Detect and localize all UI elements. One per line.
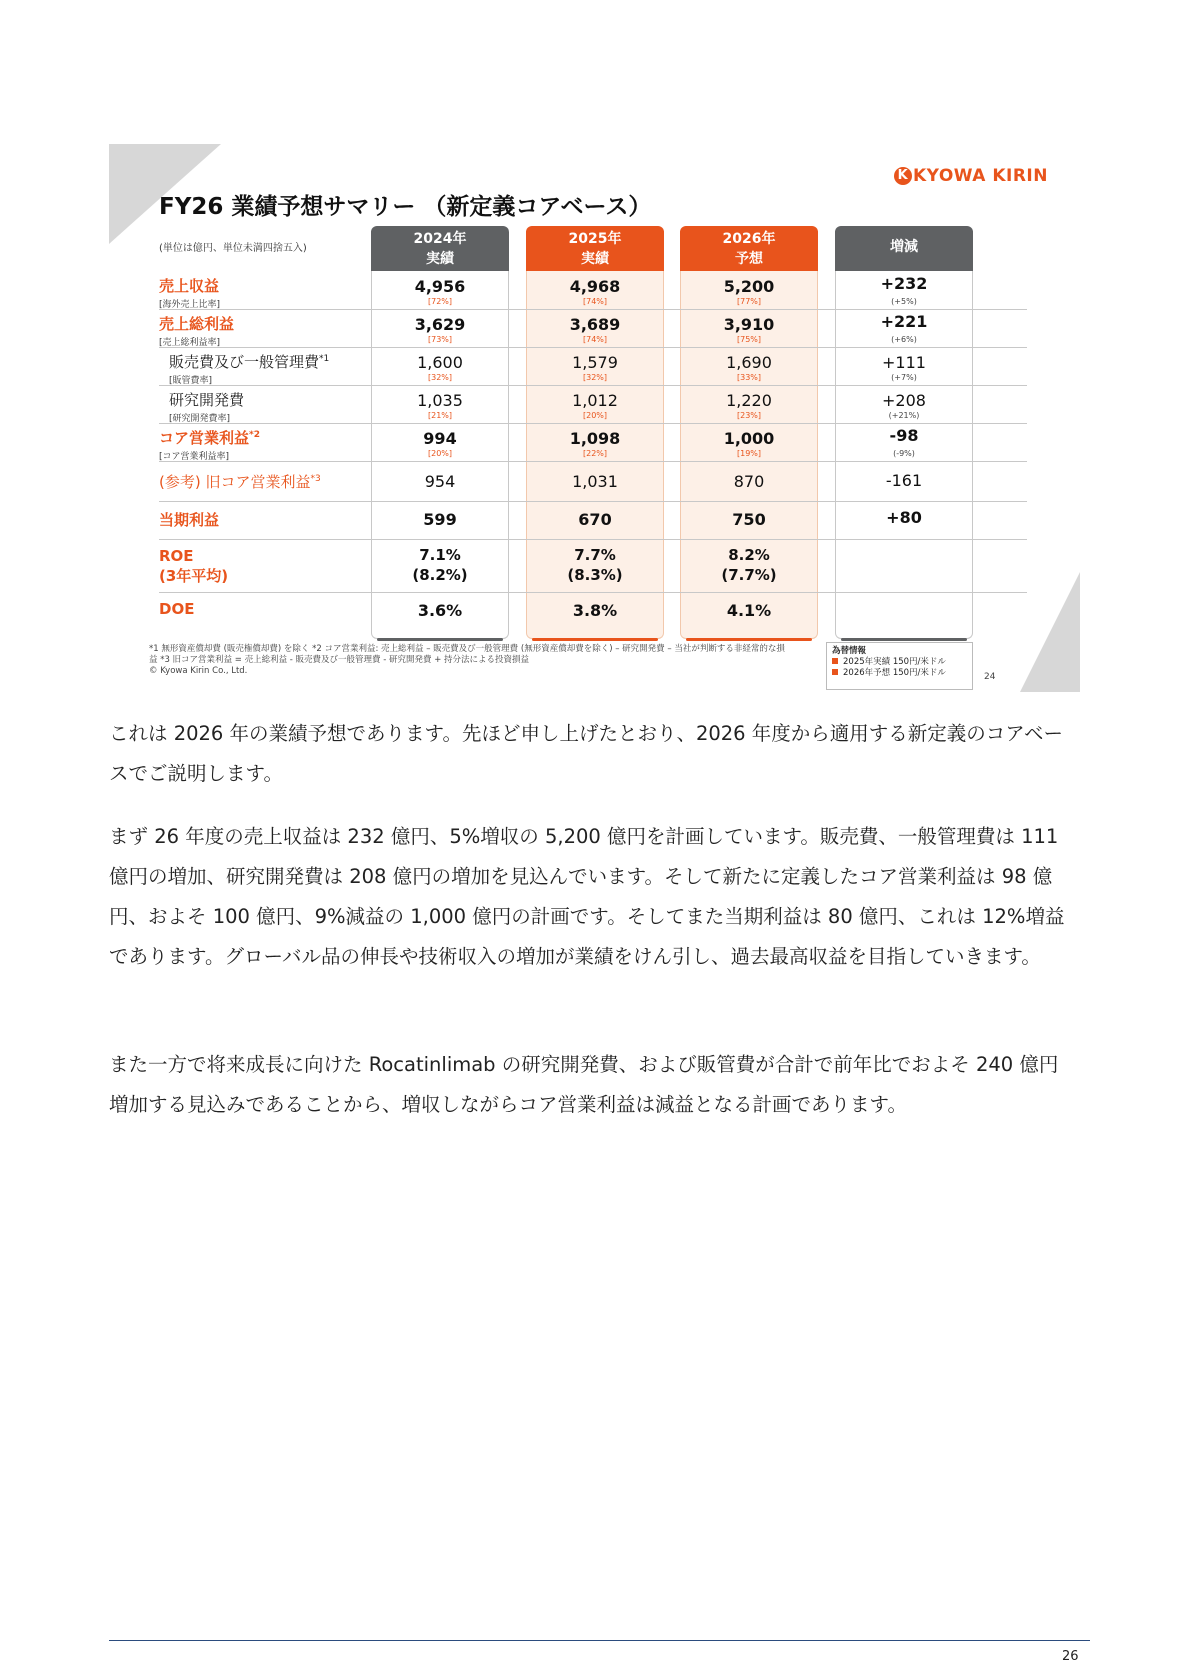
cell — [835, 471, 973, 490]
row-label-text: ROE — [159, 547, 194, 565]
cell — [371, 545, 509, 585]
cell — [835, 312, 973, 344]
footer-divider — [109, 1640, 1090, 1641]
row-label-rnd — [159, 389, 359, 424]
cell-ratio: (+21%) — [888, 411, 920, 420]
unit-note: (単位は億円、単位未満四捨五入) — [159, 243, 307, 254]
cell — [835, 353, 973, 382]
row-label-sub: [海外売上比率] — [159, 300, 221, 310]
cell-value: +221 — [880, 312, 928, 331]
row-label-sub: [販管費率] — [169, 376, 213, 386]
cell-ratio: [20%] — [427, 449, 453, 458]
cell — [835, 426, 973, 458]
row-label-text: (参考) 旧コア営業利益 — [159, 473, 311, 491]
cell-value: 870 — [733, 472, 765, 491]
row-label-text: 販売費及び一般管理費 — [169, 353, 320, 371]
copyright: © Kyowa Kirin Co., Ltd. — [149, 666, 248, 676]
cell-ratio: (-9%) — [893, 449, 915, 458]
cell-avg: (8.2%) — [412, 566, 468, 584]
row-label-text-2: (3年平均) — [159, 567, 229, 585]
row-label-gross-profit — [159, 313, 359, 348]
paragraph-1: これは 2026 年の業績予想であります。先ほど申し上げたとおり、2026 年度から適用する新定義のコアベースでご説明します。 — [109, 722, 1064, 785]
orange-square-icon — [832, 658, 838, 664]
row-label-sub: [コア営業利益率] — [159, 452, 230, 462]
cell — [680, 391, 818, 420]
slide-footnotes — [149, 644, 849, 677]
cell-value: 1,031 — [572, 472, 618, 491]
cell-value: 3.6% — [417, 601, 463, 620]
cell — [680, 277, 818, 306]
fx-text: 2025年実績 150円/米ドル — [843, 657, 946, 667]
cell-value: 3,910 — [723, 315, 775, 334]
cell-value: 994 — [423, 429, 457, 448]
row-divider — [159, 592, 1027, 593]
logo-text: KYOWA KIRIN — [912, 166, 1048, 186]
cell-value: +80 — [886, 508, 922, 527]
row-label-core-op — [159, 427, 359, 462]
cell-value: +111 — [882, 353, 926, 372]
paragraph-3: また一方で将来成長に向けた Rocatinlimab の研究開発費、および販管費が合計で前年比でおよそ 240 億円増加する見込みであることから、増収しながらコア営業利益は減益となる計画であります。 — [109, 1053, 1059, 1116]
row-label-text: 当期利益 — [159, 511, 220, 529]
cell — [680, 510, 818, 529]
row-label-text: 研究開発費 — [169, 391, 245, 409]
footnote-line: 益 *3 旧コア営業利益 = 売上総利益 - 販売費及び一般管理費 - 研究開発費 + 持分法による投資損益 — [149, 655, 530, 665]
cell-value: 7.7% — [574, 546, 616, 564]
slide-title: FY26 業績予想サマリー （新定義コアベース） — [159, 194, 652, 220]
row-label-text: DOE — [159, 600, 195, 618]
fx-row — [832, 657, 967, 668]
row-label-sga — [159, 351, 359, 386]
footnote-ref: *2 — [249, 430, 260, 440]
cell-value: 599 — [423, 510, 457, 529]
cell-value: -98 — [889, 426, 919, 445]
cell-value: 1,098 — [569, 429, 621, 448]
column-bottom-bar — [532, 638, 658, 641]
cell — [371, 315, 509, 344]
cell — [371, 391, 509, 420]
cell-value: 3.8% — [572, 601, 618, 620]
cell-ratio: [77%] — [736, 297, 762, 306]
cell-value: 670 — [578, 510, 612, 529]
cell-ratio: [74%] — [582, 297, 608, 306]
cell-value: 4,968 — [569, 277, 621, 296]
cell — [371, 510, 509, 529]
column-bottom-bar — [841, 638, 967, 641]
cell-value: 750 — [732, 510, 766, 529]
slide-number: 24 — [984, 672, 996, 682]
cell-value: 1,035 — [417, 391, 463, 410]
cell — [680, 429, 818, 458]
cell-avg: (7.7%) — [721, 566, 777, 584]
footnote-line: *1 無形資産償却費 (販売権償却費) を除く *2 コア営業利益: 売上総利益 – 販売費及び一般管理費 (無形資産償却費を除く) – 研究開発費 – 当社が判断する非経常的な損 — [149, 644, 785, 654]
fx-row — [832, 668, 967, 679]
slide-image — [109, 144, 1080, 692]
cell-value: 4,956 — [414, 277, 466, 296]
cell — [371, 429, 509, 458]
corner-decoration-bottom-right — [1020, 572, 1080, 692]
cell — [835, 391, 973, 420]
cell-ratio: [32%] — [582, 373, 608, 382]
cell — [835, 274, 973, 306]
cell-value: -161 — [885, 471, 923, 490]
header-2026 — [680, 226, 818, 271]
cell-ratio: [20%] — [582, 411, 608, 420]
kyowa-kirin-logo — [894, 166, 1048, 186]
row-label-roe — [159, 547, 359, 586]
header-diff-label: 増減 — [890, 239, 918, 255]
header-2025-year: 2025年 — [568, 231, 622, 247]
row-label-text: 売上収益 — [159, 277, 220, 295]
row-label-sub: [研究開発費率] — [169, 414, 231, 424]
cell-ratio: [33%] — [736, 373, 762, 382]
cell-value: 5,200 — [723, 277, 775, 296]
cell-value: 1,000 — [723, 429, 775, 448]
cell-value: +232 — [880, 274, 928, 293]
cell-value: 1,579 — [572, 353, 618, 372]
row-label-revenue — [159, 275, 359, 310]
cell-value: 1,220 — [726, 391, 772, 410]
cell-ratio: [75%] — [736, 335, 762, 344]
row-label-sub: [売上総利益率] — [159, 338, 221, 348]
header-2026-year: 2026年 — [722, 231, 776, 247]
cell — [680, 472, 818, 491]
cell — [526, 391, 664, 420]
footnote-ref: *3 — [310, 474, 321, 484]
cell — [526, 429, 664, 458]
header-2026-type: 予想 — [735, 251, 763, 267]
row-label-text: コア営業利益 — [159, 429, 250, 447]
row-label-doe — [159, 600, 359, 618]
footnote-ref: *1 — [319, 354, 330, 364]
cell-value: 3,689 — [569, 315, 621, 334]
cell-ratio: [72%] — [427, 297, 453, 306]
cell-ratio: (+7%) — [891, 373, 917, 382]
row-label-old-core-op — [159, 471, 359, 492]
header-diff — [835, 226, 973, 271]
cell-ratio: [19%] — [736, 449, 762, 458]
cell — [680, 353, 818, 382]
fx-info-box — [826, 642, 973, 690]
cell — [526, 277, 664, 306]
cell-ratio: [32%] — [427, 373, 453, 382]
cell-value: 954 — [424, 472, 456, 491]
paragraph-2: まず 26 年度の売上収益は 232 億円、5%増収の 5,200 億円を計画しています。販売費、一般管理費は 111 億円の増加、研究開発費は 208 億円の増加を見込んでいます。そして新たに定義したコア営業利益は 98 億円、およそ 100 億円、9%減益の 1,000 億円の計画です。そしてまた当期利益は 80 億円、これは 12%増益であります。グローバル品の伸長や技術収入の増加が業績をけん引し、過去最高収益を目指していきます。 — [109, 825, 1065, 968]
cell-ratio: [21%] — [427, 411, 453, 420]
header-2024-year: 2024年 — [413, 231, 467, 247]
row-divider — [159, 501, 1027, 502]
cell-ratio: [73%] — [427, 335, 453, 344]
orange-square-icon — [832, 669, 838, 675]
fx-text: 2026年予想 150円/米ドル — [843, 668, 946, 678]
column-bottom-bar — [377, 638, 503, 641]
cell — [526, 601, 664, 620]
cell-value: 1,012 — [572, 391, 618, 410]
cell — [371, 601, 509, 620]
logo-mark-icon: K — [894, 167, 912, 185]
cell — [371, 353, 509, 382]
fx-title: 為替情報 — [832, 646, 867, 656]
cell — [526, 510, 664, 529]
cell-value: 1,600 — [417, 353, 463, 372]
row-label-text: 売上総利益 — [159, 315, 235, 333]
cell — [371, 472, 509, 491]
header-2025-type: 実績 — [581, 251, 609, 267]
cell-value: 7.1% — [419, 546, 461, 564]
cell — [680, 545, 818, 585]
cell-ratio: [23%] — [736, 411, 762, 420]
cell — [835, 508, 973, 527]
cell-value: 4.1% — [726, 601, 772, 620]
column-bottom-bar — [686, 638, 812, 641]
cell-avg: (8.3%) — [567, 566, 623, 584]
header-2024 — [371, 226, 509, 271]
cell — [526, 472, 664, 491]
row-label-net-income — [159, 509, 359, 530]
cell — [371, 277, 509, 306]
cell — [680, 601, 818, 620]
row-divider — [159, 539, 1027, 540]
cell-value: +208 — [882, 391, 926, 410]
cell-ratio: (+5%) — [891, 297, 917, 306]
cell-value: 3,629 — [414, 315, 466, 334]
cell-value: 1,690 — [726, 353, 772, 372]
cell — [680, 315, 818, 344]
cell-ratio: [74%] — [582, 335, 608, 344]
cell-ratio: [22%] — [582, 449, 608, 458]
cell — [526, 353, 664, 382]
header-2024-type: 実績 — [426, 251, 454, 267]
header-2025 — [526, 226, 664, 271]
cell — [526, 545, 664, 585]
cell — [526, 315, 664, 344]
cell-value: 8.2% — [728, 546, 770, 564]
cell-ratio: (+6%) — [891, 335, 917, 344]
page-number: 26 — [1062, 1649, 1079, 1664]
